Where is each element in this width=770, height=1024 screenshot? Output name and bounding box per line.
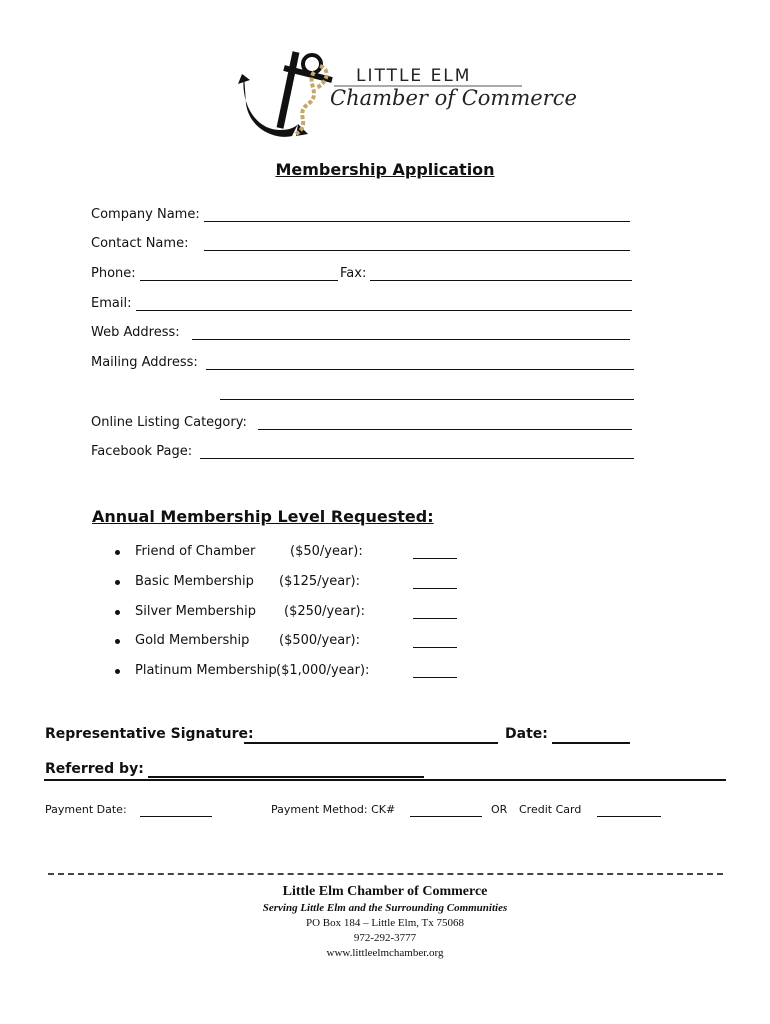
- level-price: ($125/year):: [279, 574, 360, 589]
- level-price: ($50/year):: [290, 544, 363, 559]
- check-number-field[interactable]: [410, 816, 482, 817]
- fax-field[interactable]: [370, 280, 632, 281]
- mailing-address-label: Mailing Address:: [91, 355, 198, 370]
- level-gold-blank[interactable]: [413, 647, 457, 648]
- level-name: Gold Membership: [135, 633, 250, 648]
- membership-level-heading: Annual Membership Level Requested:: [92, 507, 434, 526]
- email-field[interactable]: [136, 310, 632, 311]
- phone-field[interactable]: [140, 280, 338, 281]
- bullet-icon: [115, 550, 120, 555]
- logo-text-chamber: Chamber of Commerce: [330, 86, 577, 110]
- bullet-icon: [115, 669, 120, 674]
- footer-website[interactable]: www.littleelmchamber.org: [326, 947, 444, 959]
- credit-card-field[interactable]: [597, 816, 661, 817]
- facebook-page-label: Facebook Page:: [91, 444, 193, 459]
- web-address-field[interactable]: [192, 339, 630, 340]
- level-name: Friend of Chamber: [135, 544, 256, 559]
- level-friend-blank[interactable]: [413, 558, 457, 559]
- referred-by-field[interactable]: [148, 776, 424, 778]
- company-name-label: Company Name:: [91, 207, 200, 222]
- footer-org-name: Little Elm Chamber of Commerce: [282, 884, 488, 899]
- contact-name-field[interactable]: [204, 250, 630, 251]
- payment-method-label: Payment Method: CK#: [271, 803, 396, 816]
- level-silver-blank[interactable]: [413, 618, 457, 619]
- level-price: ($1,000/year):: [276, 663, 370, 678]
- level-name: Basic Membership: [135, 574, 254, 589]
- payment-date-label: Payment Date:: [45, 803, 127, 816]
- signature-field[interactable]: [244, 742, 498, 744]
- footer-phone: 972-292-3777: [353, 932, 417, 944]
- credit-card-label: Credit Card: [519, 803, 582, 816]
- email-label: Email:: [91, 296, 132, 311]
- mailing-address-field[interactable]: [206, 369, 634, 370]
- bullet-icon: [115, 580, 120, 585]
- web-address-label: Web Address:: [91, 325, 180, 340]
- facebook-page-field[interactable]: [200, 458, 634, 459]
- divider-rule: [44, 779, 726, 781]
- date-label: Date:: [505, 726, 548, 742]
- mailing-address-field-line2[interactable]: [220, 399, 634, 400]
- online-listing-category-field[interactable]: [258, 429, 632, 430]
- phone-label: Phone:: [91, 266, 136, 281]
- level-name: Silver Membership: [135, 604, 256, 619]
- cut-line: [48, 873, 723, 875]
- fax-label: Fax:: [340, 266, 367, 281]
- contact-name-label: Contact Name:: [91, 236, 189, 251]
- referred-by-label: Referred by:: [45, 761, 144, 777]
- date-field[interactable]: [552, 742, 630, 744]
- footer-address: PO Box 184 – Little Elm, Tx 75068: [305, 917, 465, 929]
- online-listing-category-label: Online Listing Category:: [91, 415, 247, 430]
- level-basic-blank[interactable]: [413, 588, 457, 589]
- page-title: Membership Application: [275, 160, 495, 179]
- or-label: OR: [491, 803, 508, 816]
- bullet-icon: [115, 610, 120, 615]
- level-name: Platinum Membership: [135, 663, 277, 678]
- logo-text-little-elm: LITTLE ELM: [356, 66, 472, 86]
- level-platinum-blank[interactable]: [413, 677, 457, 678]
- payment-date-field[interactable]: [140, 816, 212, 817]
- signature-label: Representative Signature:: [45, 726, 254, 742]
- level-price: ($250/year):: [284, 604, 365, 619]
- footer-tagline: Serving Little Elm and the Surrounding Communities: [262, 902, 508, 914]
- level-price: ($500/year):: [279, 633, 360, 648]
- bullet-icon: [115, 639, 120, 644]
- company-name-field[interactable]: [204, 221, 630, 222]
